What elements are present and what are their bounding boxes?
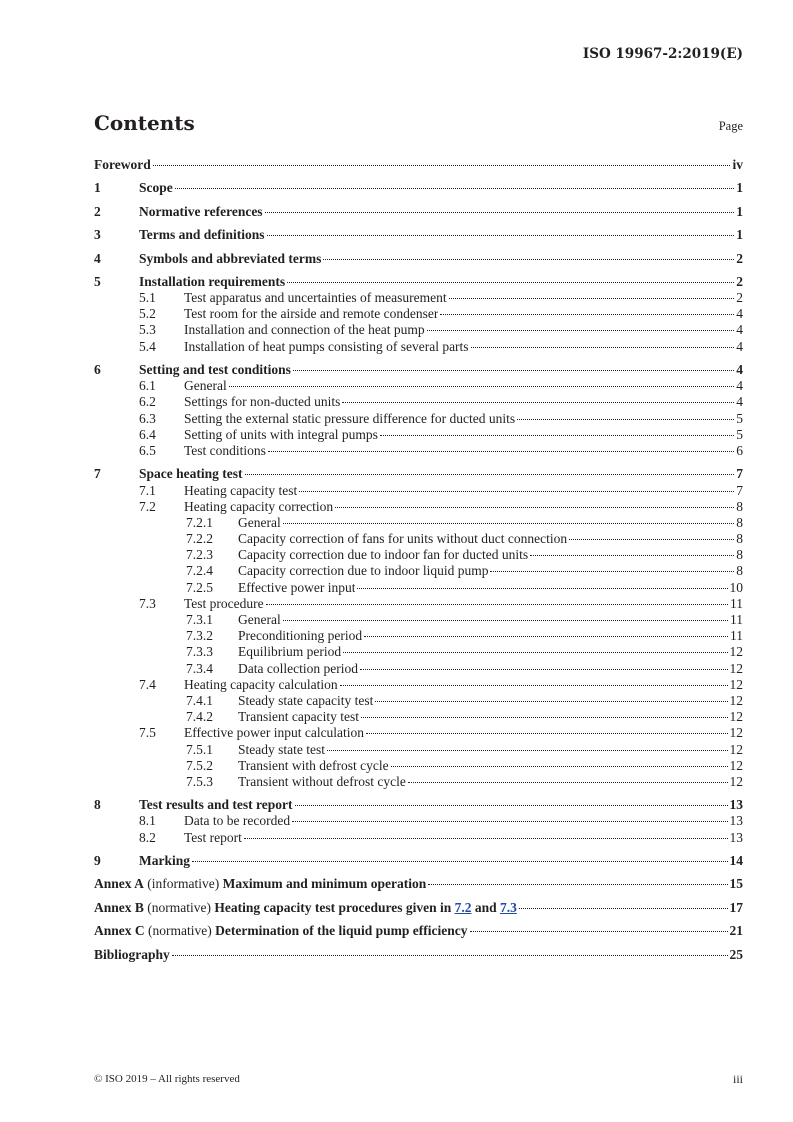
toc-entry-number: 7.2 bbox=[139, 498, 156, 514]
toc-entry-marking[interactable] bbox=[94, 853, 743, 869]
toc-entry-label: Space heating test bbox=[139, 466, 243, 482]
toc-entry-label: Symbols and abbreviated terms bbox=[139, 250, 322, 266]
footer-copyright: © ISO 2019 – All rights reserved bbox=[94, 1073, 240, 1085]
toc-entry-7-1[interactable] bbox=[94, 483, 743, 499]
toc-leader-dots bbox=[471, 347, 735, 348]
toc-entry-page: 1 bbox=[736, 203, 743, 219]
toc-entry-label: Installation requirements bbox=[139, 273, 286, 289]
toc-leader-dots bbox=[266, 604, 728, 605]
toc-entry-page: 4 bbox=[736, 362, 743, 377]
toc-entry-7-2-5[interactable] bbox=[94, 580, 743, 596]
toc-entry-7-5-1[interactable] bbox=[94, 742, 743, 758]
toc-entry-label: Preconditioning period bbox=[238, 628, 363, 644]
toc-entry-page: 12 bbox=[729, 660, 743, 676]
toc-entry-page: 4 bbox=[736, 306, 743, 322]
toc-entry-label: Test apparatus and uncertainties of measurement bbox=[184, 290, 447, 306]
toc-entry-7-3[interactable] bbox=[94, 596, 743, 612]
toc-leader-dots bbox=[299, 491, 734, 492]
toc-entry-number: 7.3.1 bbox=[186, 612, 213, 627]
toc-leader-dots bbox=[427, 330, 735, 331]
toc-entry-number: 6.2 bbox=[139, 394, 156, 410]
toc-entry-page: 25 bbox=[729, 946, 743, 962]
annex-kind: (normative) bbox=[147, 899, 211, 915]
toc-entry-number: 7.3.2 bbox=[186, 628, 213, 644]
toc-entry-number: 3 bbox=[94, 227, 101, 243]
toc-entry-page: 7 bbox=[736, 466, 743, 482]
toc-entry-foreword[interactable] bbox=[94, 157, 743, 173]
toc-entry-page: 17 bbox=[729, 899, 743, 915]
toc-entry-number: 8.1 bbox=[139, 813, 156, 829]
toc-entry-label: Capacity correction due to indoor fan for ducted units bbox=[238, 547, 529, 563]
toc-leader-dots bbox=[364, 636, 728, 637]
annex-prefix: Annex A bbox=[94, 876, 144, 892]
annex-and: and bbox=[474, 899, 497, 915]
toc-entry-page: iv bbox=[732, 157, 743, 172]
toc-entry-number: 6.3 bbox=[139, 410, 156, 426]
toc-entry-8-2[interactable] bbox=[94, 830, 743, 846]
toc-entry-number: 4 bbox=[94, 250, 101, 266]
toc-entry-label: Scope bbox=[139, 180, 173, 196]
toc-leader-dots bbox=[440, 314, 734, 315]
toc-leader-dots bbox=[265, 212, 735, 213]
toc-entry-label bbox=[94, 923, 468, 939]
toc-entry-page: 21 bbox=[729, 923, 743, 939]
toc-leader-dots bbox=[175, 188, 735, 189]
toc-entry-page: 6 bbox=[736, 442, 743, 458]
toc-leader-dots bbox=[287, 282, 734, 283]
toc-entry-label: Transient capacity test bbox=[238, 709, 359, 725]
toc-leader-dots bbox=[229, 386, 735, 387]
toc-entry-page: 15 bbox=[729, 876, 743, 892]
toc-entry-label: Test results and test report bbox=[139, 797, 293, 813]
toc-entry-label: General bbox=[238, 514, 281, 530]
toc-leader-dots bbox=[342, 402, 734, 403]
toc-entry-number: 7.3.3 bbox=[186, 644, 213, 660]
toc-entry-terms-and-definitions[interactable] bbox=[94, 227, 743, 243]
toc-leader-dots bbox=[391, 766, 728, 767]
toc-entry-page: 1 bbox=[736, 180, 743, 196]
toc-entry-label: Settings for non-ducted units bbox=[184, 394, 341, 410]
toc-leader-dots bbox=[323, 259, 734, 260]
toc-entry-number: 7.2.5 bbox=[186, 579, 213, 595]
toc-entry-page: 12 bbox=[729, 709, 743, 725]
toc-entry-symbols[interactable] bbox=[94, 251, 743, 267]
toc-leader-dots bbox=[192, 861, 727, 862]
toc-entry-page: 12 bbox=[729, 757, 743, 773]
toc-entry-number: 7.5 bbox=[139, 725, 156, 741]
toc-entry-number: 7.3.4 bbox=[186, 660, 213, 676]
toc-entry-page: 8 bbox=[736, 514, 743, 530]
toc-entry-page: 8 bbox=[736, 547, 743, 563]
xref-link-7-2[interactable]: 7.2 bbox=[454, 899, 472, 915]
toc-entry-label: Foreword bbox=[94, 157, 151, 172]
toc-entry-7-2-3[interactable] bbox=[94, 547, 743, 563]
toc-leader-dots bbox=[569, 539, 734, 540]
toc-entry-page: 12 bbox=[729, 725, 743, 741]
toc-leader-dots bbox=[360, 669, 728, 670]
toc-entry-page: 4 bbox=[736, 394, 743, 410]
annex-kind: (informative) bbox=[147, 876, 220, 892]
toc-entry-page: 13 bbox=[729, 813, 743, 829]
toc-entry-scope[interactable] bbox=[94, 180, 743, 196]
toc-entry-number: 7.2.1 bbox=[186, 514, 213, 530]
toc-leader-dots bbox=[292, 821, 727, 822]
footer-page-number: iii bbox=[732, 1072, 743, 1086]
toc-entry-label: Setting of units with integral pumps bbox=[184, 426, 378, 442]
toc-entry-page: 1 bbox=[736, 227, 743, 243]
toc-entry-page: 8 bbox=[736, 563, 743, 579]
toc-entry-number: 6.5 bbox=[139, 442, 156, 458]
toc-leader-dots bbox=[267, 235, 735, 236]
toc-entry-annex-a[interactable] bbox=[94, 876, 743, 892]
toc-entry-label: Data collection period bbox=[238, 660, 358, 676]
toc-entry-number: 6 bbox=[94, 362, 101, 377]
toc-entry-number: 5.4 bbox=[139, 338, 156, 354]
toc-entry-page: 10 bbox=[729, 579, 743, 595]
toc-entry-page: 11 bbox=[730, 612, 743, 627]
toc-entry-7-2[interactable] bbox=[94, 499, 743, 515]
toc-entry-number: 8.2 bbox=[139, 829, 156, 845]
toc-entry-number: 7.5.1 bbox=[186, 741, 213, 757]
toc-entry-label: Installation of heat pumps consisting of several parts bbox=[184, 338, 469, 354]
annex-title: Heating capacity test procedures given in bbox=[214, 899, 452, 915]
toc-entry-page: 12 bbox=[729, 644, 743, 660]
toc-leader-dots bbox=[293, 370, 734, 371]
toc-entry-setting-and-test-conditions[interactable] bbox=[94, 362, 743, 378]
toc-entry-5-3[interactable] bbox=[94, 322, 743, 338]
toc-entry-label: Installation and connection of the heat pump bbox=[184, 322, 425, 338]
toc-entry-number: 5.1 bbox=[139, 290, 156, 306]
toc-entry-label: Equilibrium period bbox=[238, 644, 342, 660]
page-title: Contents bbox=[94, 111, 195, 135]
toc-entry-page: 13 bbox=[729, 829, 743, 845]
toc-entry-label: Normative references bbox=[139, 203, 263, 219]
toc-leader-dots bbox=[428, 884, 727, 885]
toc-entry-number: 7.3 bbox=[139, 595, 156, 611]
toc-leader-dots bbox=[449, 298, 735, 299]
toc-entry-7-5[interactable] bbox=[94, 725, 743, 741]
toc-leader-dots bbox=[361, 717, 728, 718]
toc-entry-number: 7.1 bbox=[139, 482, 156, 498]
annex-kind: (normative) bbox=[148, 923, 212, 939]
toc-entry-label: Test procedure bbox=[184, 595, 264, 611]
toc-entry-label: Setting and test conditions bbox=[139, 362, 291, 377]
toc-leader-dots bbox=[327, 750, 728, 751]
toc-entry-7-2-1[interactable] bbox=[94, 515, 743, 531]
toc-entry-label: Heating capacity correction bbox=[184, 498, 334, 514]
toc-entry-label: Transient with defrost cycle bbox=[238, 757, 389, 773]
toc-entry-bibliography[interactable] bbox=[94, 947, 743, 963]
toc-entry-space-heating-test[interactable] bbox=[94, 466, 743, 482]
toc-entry-5-4[interactable] bbox=[94, 339, 743, 355]
toc-entry-page: 12 bbox=[729, 692, 743, 708]
toc-leader-dots bbox=[490, 571, 734, 572]
toc-entry-installation-requirements[interactable] bbox=[94, 274, 743, 290]
toc-entry-page: 4 bbox=[736, 338, 743, 354]
toc-entry-label: Transient without defrost cycle bbox=[238, 773, 406, 789]
toc-entry-number: 7 bbox=[94, 466, 101, 482]
table-of-contents bbox=[94, 157, 743, 963]
toc-entry-page: 12 bbox=[729, 676, 743, 692]
toc-entry-page: 12 bbox=[729, 741, 743, 757]
toc-entry-7-2-4[interactable] bbox=[94, 563, 743, 579]
toc-entry-label: Terms and definitions bbox=[139, 227, 265, 243]
toc-entry-page: 12 bbox=[729, 773, 743, 789]
toc-entry-7-2-2[interactable] bbox=[94, 531, 743, 547]
toc-entry-label: Capacity correction of fans for units without duct connection bbox=[238, 531, 568, 547]
toc-entry-number: 7.4.2 bbox=[186, 709, 213, 725]
toc-entry-page: 7 bbox=[736, 482, 743, 498]
toc-entry-number: 7.2.2 bbox=[186, 531, 213, 547]
toc-entry-number: 1 bbox=[94, 180, 101, 196]
toc-entry-6-5[interactable] bbox=[94, 443, 743, 459]
toc-entry-6-3[interactable] bbox=[94, 411, 743, 427]
toc-entry-label: Effective power input calculation bbox=[184, 725, 365, 741]
toc-entry-page: 8 bbox=[736, 531, 743, 547]
toc-entry-number: 6.1 bbox=[139, 378, 156, 394]
toc-entry-label: Capacity correction due to indoor liquid pump bbox=[238, 563, 489, 579]
toc-entry-page: 2 bbox=[736, 273, 743, 289]
toc-leader-dots bbox=[380, 435, 734, 436]
toc-leader-dots bbox=[245, 474, 735, 475]
toc-entry-5-1[interactable] bbox=[94, 290, 743, 306]
toc-entry-number: 7.4.1 bbox=[186, 692, 213, 708]
annex-prefix: Annex B bbox=[94, 899, 144, 915]
toc-leader-dots bbox=[530, 555, 734, 556]
toc-entry-label: Steady state test bbox=[238, 741, 325, 757]
toc-entry-number: 7.2.3 bbox=[186, 547, 213, 563]
toc-entry-6-1[interactable] bbox=[94, 378, 743, 394]
xref-link-7-3[interactable]: 7.3 bbox=[500, 899, 517, 915]
toc-entry-label: General bbox=[184, 378, 227, 394]
annex-prefix: Annex C bbox=[94, 923, 145, 939]
toc-entry-number: 5.2 bbox=[139, 306, 156, 322]
toc-leader-dots bbox=[366, 733, 727, 734]
toc-entry-number: 7.2.4 bbox=[186, 563, 213, 579]
toc-entry-number: 5 bbox=[94, 273, 101, 289]
toc-leader-dots bbox=[335, 507, 734, 508]
header-doc-id: ISO 19967-2:2019(E) bbox=[582, 46, 743, 62]
toc-entry-label: Setting the external static pressure difference for ducted units bbox=[184, 410, 516, 426]
toc-entry-label: Test room for the airside and remote condenser bbox=[184, 306, 439, 322]
toc-leader-dots bbox=[408, 782, 728, 783]
toc-entry-7-3-2[interactable] bbox=[94, 628, 743, 644]
toc-entry-page: 14 bbox=[729, 853, 743, 868]
toc-entry-label: General bbox=[238, 612, 281, 627]
toc-entry-number: 8 bbox=[94, 797, 101, 813]
toc-entry-number: 2 bbox=[94, 203, 101, 219]
toc-entry-annex-c[interactable] bbox=[94, 923, 743, 939]
annex-title: Maximum and minimum operation bbox=[222, 876, 427, 892]
toc-leader-dots bbox=[283, 620, 728, 621]
toc-entry-page: 2 bbox=[736, 290, 743, 306]
toc-entry-annex-b[interactable] bbox=[94, 900, 743, 916]
toc-entry-page: 5 bbox=[736, 410, 743, 426]
toc-entry-7-4-2[interactable] bbox=[94, 709, 743, 725]
toc-entry-7-5-3[interactable] bbox=[94, 774, 743, 790]
toc-entry-label: Marking bbox=[139, 853, 191, 868]
toc-entry-label: Bibliography bbox=[94, 946, 170, 962]
toc-entry-7-4-1[interactable] bbox=[94, 693, 743, 709]
toc-entry-number: 7.5.2 bbox=[186, 757, 213, 773]
toc-entry-test-results[interactable] bbox=[94, 797, 743, 813]
toc-leader-dots bbox=[244, 838, 728, 839]
toc-entry-7-3-1[interactable] bbox=[94, 612, 743, 628]
toc-entry-label: Effective power input bbox=[238, 579, 356, 595]
toc-leader-dots bbox=[172, 955, 728, 956]
toc-entry-page: 4 bbox=[736, 322, 743, 338]
toc-leader-dots bbox=[295, 805, 728, 806]
toc-leader-dots bbox=[357, 588, 727, 589]
toc-entry-7-3-3[interactable] bbox=[94, 644, 743, 660]
toc-entry-label: Steady state capacity test bbox=[238, 692, 374, 708]
toc-entry-number: 6.4 bbox=[139, 426, 156, 442]
toc-entry-number: 9 bbox=[94, 853, 101, 868]
toc-leader-dots bbox=[375, 701, 727, 702]
toc-entry-label bbox=[94, 900, 517, 916]
toc-entry-number: 7.4 bbox=[139, 676, 156, 692]
toc-entry-page: 11 bbox=[730, 628, 743, 644]
toc-entry-7-5-2[interactable] bbox=[94, 758, 743, 774]
page-column-label: Page bbox=[718, 119, 743, 133]
toc-entry-page: 13 bbox=[729, 797, 743, 813]
toc-entry-label: Test conditions bbox=[184, 442, 266, 458]
toc-entry-label: Heating capacity test bbox=[184, 482, 298, 498]
toc-leader-dots bbox=[343, 652, 727, 653]
toc-leader-dots bbox=[340, 685, 728, 686]
toc-entry-page: 4 bbox=[736, 378, 743, 394]
toc-entry-label: Test report bbox=[184, 829, 242, 845]
toc-entry-normative-references[interactable] bbox=[94, 204, 743, 220]
toc-entry-number: 5.3 bbox=[139, 322, 156, 338]
toc-leader-dots bbox=[268, 451, 734, 452]
toc-entry-page: 5 bbox=[736, 426, 743, 442]
toc-entry-number: 7.5.3 bbox=[186, 773, 213, 789]
toc-entry-7-4[interactable] bbox=[94, 677, 743, 693]
toc-leader-dots bbox=[519, 908, 728, 909]
toc-entry-page: 8 bbox=[736, 498, 743, 514]
toc-entry-page: 11 bbox=[730, 595, 743, 611]
toc-leader-dots bbox=[153, 165, 731, 166]
toc-entry-label: Heating capacity calculation bbox=[184, 676, 338, 692]
toc-entry-6-2[interactable] bbox=[94, 394, 743, 410]
toc-entry-5-2[interactable] bbox=[94, 306, 743, 322]
toc-entry-page: 2 bbox=[736, 250, 743, 266]
toc-entry-label bbox=[94, 876, 426, 892]
toc-entry-8-1[interactable] bbox=[94, 813, 743, 829]
toc-entry-6-4[interactable] bbox=[94, 427, 743, 443]
toc-leader-dots bbox=[283, 523, 735, 524]
toc-entry-7-3-4[interactable] bbox=[94, 661, 743, 677]
toc-leader-dots bbox=[517, 419, 734, 420]
annex-title: Determination of the liquid pump efficiency bbox=[215, 923, 468, 939]
toc-leader-dots bbox=[470, 931, 728, 932]
toc-entry-label: Data to be recorded bbox=[184, 813, 291, 829]
